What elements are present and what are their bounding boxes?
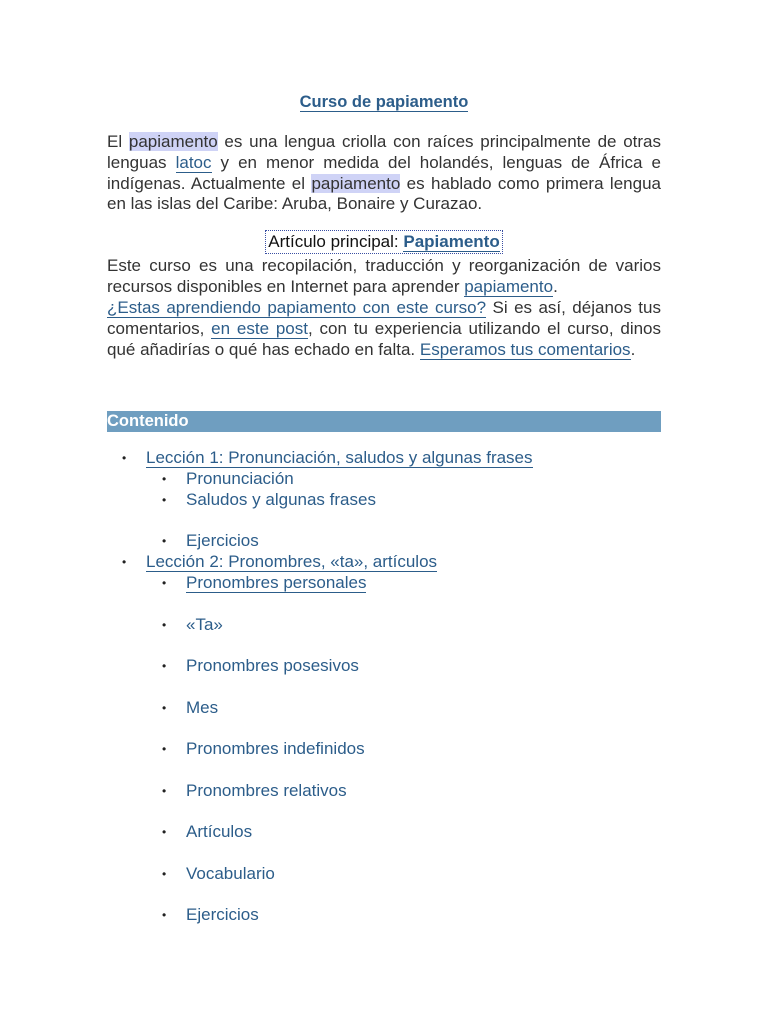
bullet-icon: • bbox=[162, 701, 167, 715]
bullet-icon: • bbox=[162, 742, 167, 756]
main-article-note bbox=[0, 230, 768, 254]
bullet-icon: • bbox=[122, 555, 127, 569]
highlight-papiamento-2: papiamento bbox=[311, 173, 401, 193]
intro-paragraph bbox=[107, 132, 661, 215]
page-title bbox=[0, 91, 768, 113]
toc-item-ejercicios-1[interactable]: Ejercicios bbox=[186, 531, 259, 550]
toc-item-pronunciacion[interactable]: Pronunciación bbox=[186, 469, 294, 488]
toc-item-pronombres-relativos[interactable]: Pronombres relativos bbox=[186, 781, 347, 800]
main-article-box bbox=[265, 230, 502, 254]
toc-item-articulos[interactable]: Artículos bbox=[186, 822, 253, 841]
title-text[interactable]: Curso de papiamento bbox=[299, 93, 469, 111]
bullet-icon: • bbox=[162, 784, 167, 798]
feedback-paragraph bbox=[107, 298, 661, 360]
toc-item-pronombres-personales-label[interactable]: Pronombres personales bbox=[186, 573, 367, 592]
bullet-icon: • bbox=[162, 659, 167, 673]
link-papiamento[interactable]: papiamento bbox=[464, 276, 554, 296]
toc-item-saludos[interactable]: Saludos y algunas frases bbox=[186, 490, 376, 509]
toc-item-ejercicios-2[interactable]: Ejercicios bbox=[186, 905, 259, 924]
bullet-icon: • bbox=[162, 618, 167, 632]
para3-text-1: Si es así, déjanos tus comentarios, bbox=[107, 298, 661, 338]
bullet-icon: • bbox=[162, 493, 167, 507]
bullet-icon: • bbox=[162, 534, 167, 548]
para2-text-2: . bbox=[553, 276, 558, 296]
toc-item-vocabulario[interactable]: Vocabulario bbox=[186, 864, 275, 883]
para3-text-2: , con tu experiencia utilizando el curso, dinos qué añadirías o qué has echado en falta. bbox=[107, 318, 662, 359]
toc-item-pronombres-posesivos[interactable]: Pronombres posesivos bbox=[186, 656, 359, 675]
course-description bbox=[107, 256, 661, 298]
toc-item-pronombres-personales[interactable] bbox=[186, 572, 366, 594]
intro-text-2: es una lengua criolla con raíces principalmente de otras lenguas bbox=[107, 132, 662, 172]
link-main-article-papiamento[interactable]: Papiamento bbox=[403, 232, 500, 251]
para2-text-1: Este curso es una recopilación, traducción y reorganización de varios recursos disponibles en Internet para aprender bbox=[107, 256, 661, 296]
bullet-icon: • bbox=[162, 908, 167, 922]
link-en-este-post[interactable]: en este post bbox=[211, 318, 308, 338]
link-latoc[interactable]: latoc bbox=[175, 152, 212, 172]
toc-lesson-2-label[interactable]: Lección 2: Pronombres, «ta», artículos bbox=[146, 552, 438, 571]
bullet-icon: • bbox=[122, 451, 127, 465]
para3-text-3: . bbox=[630, 339, 636, 359]
link-esperamos-comentarios[interactable]: Esperamos tus comentarios bbox=[419, 339, 631, 359]
intro-text-3: y en menor medida del holandés, lenguas de África e indígenas. Actualmente el bbox=[107, 152, 661, 193]
intro-text-1: El bbox=[107, 132, 129, 151]
bullet-icon: • bbox=[162, 825, 167, 839]
bullet-icon: • bbox=[162, 576, 167, 590]
toc-heading: Contenido bbox=[107, 411, 661, 432]
toc-item-mes[interactable]: Mes bbox=[186, 698, 219, 717]
toc-lesson-1[interactable] bbox=[146, 447, 533, 469]
highlight-papiamento-1: papiamento bbox=[128, 132, 218, 151]
toc-item-ta[interactable]: «Ta» bbox=[186, 615, 223, 634]
main-article-label: Artículo principal: bbox=[268, 232, 404, 251]
intro-text-4: es hablado como primera lengua en las islas del Caribe: Aruba, Bonaire y Curazao. bbox=[107, 173, 661, 214]
toc-item-pronombres-indefinidos[interactable]: Pronombres indefinidos bbox=[186, 739, 365, 758]
bullet-icon: • bbox=[162, 867, 167, 881]
link-question[interactable]: ¿Estas aprendiendo papiamento con este curso? bbox=[107, 298, 487, 317]
toc-lesson-2[interactable] bbox=[146, 551, 437, 573]
bullet-icon: • bbox=[162, 472, 167, 486]
toc-lesson-1-label[interactable]: Lección 1: Pronunciación, saludos y algunas frases bbox=[146, 448, 533, 467]
